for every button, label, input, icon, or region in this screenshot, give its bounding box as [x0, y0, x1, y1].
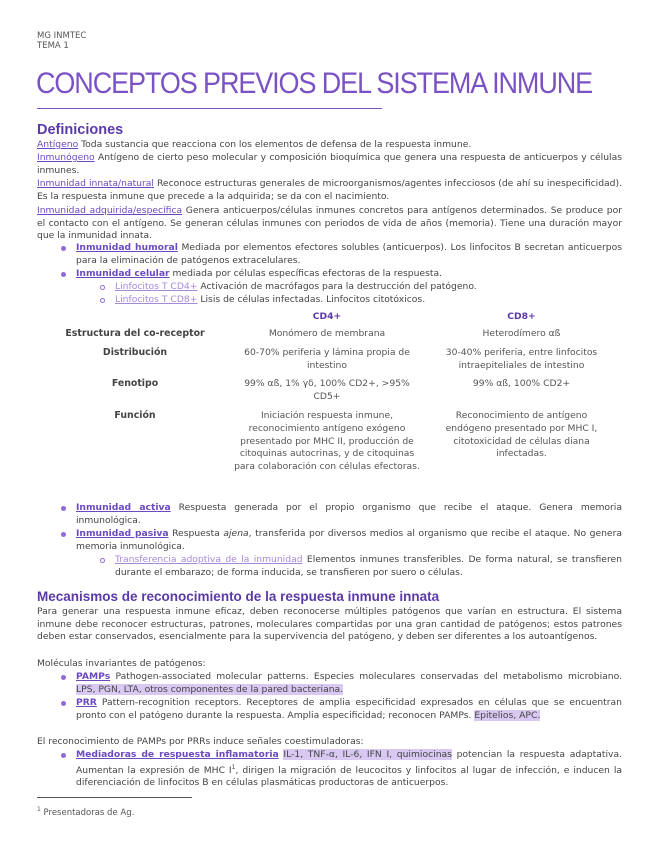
term-antigeno: Antígeno	[37, 139, 79, 150]
course-code: MG INMTEC	[37, 31, 87, 41]
definition-inmunidad-adquirida: Inmunidad adquirida/específica Genera anticuerpos/células inmunes concretos para antígenos determinados. Se produce por el contacto con el antígeno. Se generan células inmunes con periodos de vida de años (memoria). Tiene una duración mayor que la inmunidad innata.	[37, 205, 622, 242]
list-item-celular: Inmunidad celular mediada por células específicas efectoras de la respuesta.	[76, 268, 443, 279]
table-cell: Reconocimiento de antígeno endógeno presentado por MHC I, citotoxicidad de células diana infectadas.	[445, 410, 598, 460]
term-pasiva: Inmunidad pasiva	[76, 528, 169, 539]
term-transferencia: Transferencia adoptiva de la inmunidad	[115, 554, 303, 565]
footnote-ref: 1	[231, 763, 236, 771]
term-mediadores: Mediadoras de respuesta inflamatoria	[76, 749, 279, 760]
bullet-icon	[61, 272, 66, 277]
table-cell: 99% αß, 1% γδ, 100% CD2+, >95% CD5+	[244, 378, 410, 402]
list-item-pasiva: Inmunidad pasiva Respuesta ajena, transferida por diversos medios al organismo que recibe el ataque. No genera memoria inmunológica.	[76, 528, 622, 552]
bullet-icon	[61, 675, 66, 680]
table-header-cd4: CD4+	[312, 311, 342, 322]
list-item-mediadores: Mediadoras de respuesta inflamatoria IL-1, TNF-α, IL-6, IFN I, quimiocinas potencian la respuesta adaptativa. Aumentan la expresión de MHC $I^1$, dirigen la migración de leucocitos y linfocitos al lugar de infección, e inducen la diferenciación de linfocitos B en células plasmáticas productoras de anticuerpos.	[76, 749, 622, 789]
footnote-separator	[37, 797, 192, 798]
term-pamps: PAMPs	[76, 671, 111, 682]
term-celular: Inmunidad celular	[76, 268, 170, 279]
page-title: CONCEPTOS PREVIOS DEL SISTEMA INMUNE	[36, 67, 593, 100]
highlight-pamps-examples: LPS, PGN, LTA, otros componentes de la pared bacteriana.	[76, 683, 344, 695]
table-cell: Iniciación respuesta inmune, reconocimiento antígeno exógeno presentado por MHC II, producción de citoquinas autocrinas, y de citoquinas para colaboración con células efectoras.	[234, 410, 420, 473]
list-item-transferencia: Transferencia adoptiva de la inmunidad Elementos inmunes transferibles. De forma natural, se transfieren durante el embarazo; de forma inducida, se transfieren por suero o células.	[115, 554, 622, 578]
bullet-icon	[61, 701, 66, 706]
list-item-cd8: Linfocitos T CD8+ Lisis de células infectadas. Linfocitos citotóxicos.	[115, 294, 426, 305]
definition-inmunidad-innata: Inmunidad innata/natural Reconoce estructuras generales de microorganismos/agentes infecciosos (de ahí su inespecificidad). Es la respuesta inmune que precede a la adquirida; se da con el nacimiento.	[37, 178, 623, 202]
list-item-activa: Inmunidad activa Respuesta generada por el propio organismo que recibe el ataque. Genera memoria inmunológica.	[76, 502, 622, 526]
sub-bullet-icon	[100, 285, 105, 290]
page-header	[37, 31, 86, 51]
topic-label: TEMA 1	[37, 41, 69, 51]
table-cell: 60-70% periferia y lámina propia de intestino	[244, 347, 410, 371]
table-cell: Monómero de membrana	[268, 328, 386, 339]
highlight-mediadores: IL-1, TNF-α, IL-6, IFN I, quimiocinas	[283, 749, 452, 760]
definition-inmunogeno: Inmunógeno Antígeno de cierto peso molecular y composición bioquímica que genera una respuesta de anticuerpos y células inmunes.	[37, 152, 622, 176]
table-cell: 30-40% periferia, entre linfocitos intraepiteliales de intestino	[445, 347, 598, 371]
definition-antigeno: Antígeno Toda sustancia que reacciona con los elementos de defensa de la respuesta inmune.	[37, 139, 472, 150]
section-heading-mecanismos: Mecanismos de reconocimiento de la respuesta inmune innata	[37, 589, 440, 604]
table-row-label: Distribución	[102, 347, 168, 358]
table-cell: Heterodímero αß	[482, 328, 561, 339]
list-item-prr: PRR Pattern-recognition receptors. Receptores de amplia especificidad expresados en células que se encuentran pronto con el patógeno durante la respuesta. Amplia especificidad; reconocen PAMPs. Epitelios, APC.	[76, 697, 622, 721]
highlight-prr-examples: Epitelios, APC.	[474, 709, 541, 721]
bullet-icon	[61, 246, 66, 251]
term-inmunidad-innata: Inmunidad innata/natural	[37, 178, 154, 189]
sub-bullet-icon	[100, 558, 105, 563]
table-cell: 99% αß, 100% CD2+	[472, 378, 571, 389]
intro-paragraph: Para generar una respuesta inmune eficaz, deben reconocerse múltiples patógenos que varían en estructura. El sistema inmune debe reconocer estructuras, patrones, moleculares compartidas por una gran cantidad de patógenos; estos patrones deben estar conservados, esencialmente para la supervivencia del patógeno, y deben ser diferentes a los autoantígenos.	[37, 606, 622, 643]
bullet-icon	[61, 753, 66, 758]
term-humoral: Inmunidad humoral	[76, 242, 178, 253]
reconocimiento-label: El reconocimiento de PAMPs por PRRs induce señales coestimuladoras:	[37, 736, 364, 747]
term-inmunogeno: Inmunógeno	[37, 152, 95, 163]
list-item-humoral: Inmunidad humoral Mediada por elementos efectores solubles (anticuerpos). Los linfocitos B secretan anticuerpos para la eliminación de patógenos extracelulares.	[76, 242, 622, 266]
bullet-icon	[61, 506, 66, 511]
table-row-label: Función	[114, 410, 156, 421]
list-item-cd4: Linfocitos T CD4+ Activación de macrófagos para la destrucción del patógeno.	[115, 281, 477, 292]
sub-bullet-icon	[100, 298, 105, 303]
term-prr: PRR	[76, 697, 97, 708]
footnote: $^1$ Presentadoras de Ag.	[37, 806, 135, 818]
table-header-cd8: CD8+	[507, 311, 536, 322]
title-underline	[37, 108, 382, 109]
term-cd4: Linfocitos T CD4+	[115, 281, 198, 292]
table-row-label: Estructura del co-receptor	[65, 328, 205, 339]
table-row-label: Fenotipo	[111, 378, 159, 389]
term-cd8: Linfocitos T CD8+	[115, 294, 198, 305]
term-inmunidad-adquirida: Inmunidad adquirida/específica	[37, 205, 183, 216]
section-heading-definiciones: Definiciones	[37, 122, 124, 138]
moleculas-label: Moléculas invariantes de patógenos:	[37, 658, 206, 669]
list-item-pamps: PAMPs Pathogen-associated molecular patterns. Especies moleculares conservadas del metabolismo microbiano. LPS, PGN, LTA, otros componentes de la pared bacteriana.	[76, 671, 622, 695]
bullet-icon	[61, 532, 66, 537]
term-activa: Inmunidad activa	[76, 502, 171, 513]
